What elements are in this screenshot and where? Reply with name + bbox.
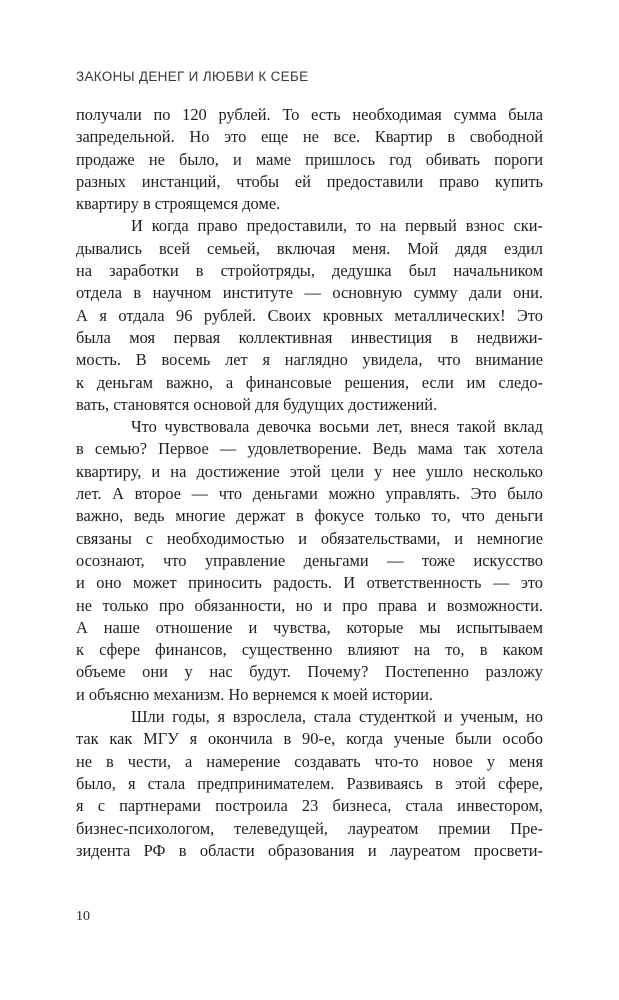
text-line: было, я стала предпринимателем. Развиваясь в этой сфере, [76,773,543,793]
text-line: на заработки в стройотряды, дедушка был начальником [76,261,543,281]
text-line: и объясню механизм. Но вернемся к моей истории. [76,684,434,704]
text-line: А я отдала 96 рублей. Своих кровных металлических! Это [76,305,543,325]
text-line: не только про обязанности, но и про права и возможности. [76,595,543,615]
text-line: дывались всей семьей, включая меня. Мой дядя ездил [76,238,543,258]
text-line: к сфере финансов, существенно влияют на то, в каком [76,640,543,660]
text-line: я с партнерами построила 23 бизнеса, стала инвестором, [76,796,543,816]
text-line: Шли годы, я взрослела, стала студенткой и ученым, но [131,707,543,727]
paragraph [76,215,543,416]
text-line: была моя первая коллективная инвестиция в недвижи- [76,327,543,347]
text-line: к деньгам важно, а финансовые решения, если им следо- [76,372,543,392]
text-line: лет. А второе — что деньгами можно управлять. Это было [76,484,543,504]
text-line: продаже не было, и маме пришлось год обивать пороги [76,149,543,169]
text-line: получали по 120 рублей. То есть необходимая сумма была [76,105,543,124]
text-line: объеме они у нас будут. Почему? Постепенно разложу [76,662,543,682]
text-line: в семью? Первое — удовлетворение. Ведь мама так хотела [76,439,543,459]
text-line: важно, ведь многие держат в фокусе только то, что деньги [76,506,543,526]
paragraph [76,416,543,706]
text-line: А наше отношение и чувства, которые мы испытываем [76,617,543,637]
paragraph [76,104,543,215]
text-line: Что чувствовала девочка восьми лет, внеся такой вклад [131,417,543,437]
text-line: бизнес-психологом, телеведущей, лауреатом премии Пре- [76,818,543,838]
running-head: ЗАКОНЫ ДЕНЕГ И ЛЮБВИ К СЕБЕ [76,69,309,84]
text-line: так как МГУ я окончила в 90-е, когда ученые были особо [76,729,543,749]
text-line: вать, становятся основой для будущих достижений. [76,394,438,414]
text-line: связаны с необходимостью и обязательствами, и немногие [76,528,543,548]
text-line: и оно может приносить радость. И ответственность — это [76,573,543,593]
text-line: квартиру в строящемся доме. [76,194,281,214]
text-line: мость. В восемь лет я наглядно увидела, что внимание [76,350,543,370]
text-line: осознают, что управление деньгами — тоже искусство [76,550,543,570]
text-line: И когда право предоставили, то на первый взнос ски- [131,216,543,236]
paragraph [76,706,543,862]
text-line: запредельной. Но это еще не все. Квартир в свободной [76,127,543,147]
page-number: 10 [76,909,90,924]
text-line: зидента РФ в области образования и лауреатом просвети- [76,840,543,860]
text-line: отдела в научном институте — основную сумму дали они. [76,283,543,303]
text-line: не в чести, а намерение создавать что-то новое у меня [76,751,543,771]
text-line: квартиру, и на достижение этой цели у нее ушло несколько [76,461,543,481]
text-line: разных инстанций, чтобы ей предоставили право купить [76,171,543,191]
body-text [76,104,543,862]
